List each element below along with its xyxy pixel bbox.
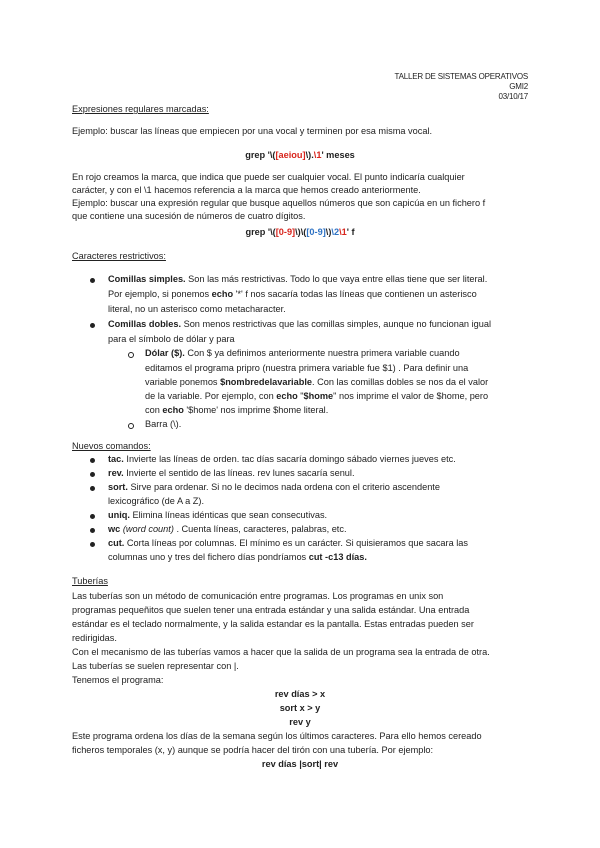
- item-text: de la variable. Por ejemplo, con: [145, 391, 277, 401]
- paragraph-line: ficheros temporales (x, y) aunque se podría hacer del tirón con una tubería. Por ejemplo:: [72, 745, 434, 755]
- item-text: Elimina líneas idénticas que sean consecutivas.: [129, 510, 328, 520]
- sub-item-dollar: [145, 347, 460, 360]
- item-cmd: echo: [276, 391, 298, 401]
- item-text: Invierte el sentido de las líneas. rev lunes sacaría senul.: [123, 468, 355, 478]
- grep-command-palindrome: [0, 226, 600, 239]
- item-term: sort.: [108, 482, 128, 492]
- cmd-mark: [aeiou]: [275, 150, 306, 160]
- list-item-cut: [108, 537, 468, 550]
- section-title-pipes: Tuberías: [72, 576, 108, 586]
- bullet-icon: [90, 323, 95, 328]
- item-term: wc: [108, 524, 121, 534]
- item-term: rev.: [108, 468, 124, 478]
- item-cmd: echo: [211, 289, 234, 299]
- code-line: rev días > x: [274, 689, 326, 699]
- item-text: columnas uno y tres del fichero días pondríamos: [108, 552, 309, 562]
- list-item-wc: [108, 523, 347, 536]
- paragraph-line: estándar es el teclado normalmente, y la salida estandar es la pantalla. Estas entradas pueden ser: [72, 619, 474, 629]
- paragraph-line: que contiene una sucesión de números de cuatro dígitos.: [72, 211, 306, 221]
- bullet-icon: [90, 542, 95, 547]
- list-item-rev: [108, 467, 355, 480]
- list-item-double-quotes: [108, 318, 491, 331]
- cmd-part: grep '\(: [245, 150, 276, 160]
- list-item-line: lexicográfico (de A a Z).: [108, 496, 205, 506]
- cmd-part: grep '\(: [245, 227, 276, 237]
- item-text: '$home' nos imprime $home literal.: [183, 405, 329, 415]
- item-text: Con $ ya definimos anteriormente nuestra primera variable cuando: [184, 348, 460, 358]
- section-title-new-commands: Nuevos comandos:: [72, 441, 151, 451]
- sub-item-line: [145, 376, 488, 389]
- list-item-single-quotes: [108, 273, 487, 286]
- paragraph-line: Tenemos el programa:: [72, 675, 164, 685]
- header-date: 03/10/17: [498, 92, 528, 101]
- header-group: GMI2: [509, 82, 528, 91]
- item-text: Corta líneas por columnas. El mínimo es un carácter. Si quisieramos que sacara las: [124, 538, 469, 548]
- item-term: Comillas dobles.: [108, 319, 182, 329]
- item-text: Invierte las líneas de orden. tac días sacaría domingo sábado viernes jueves etc.: [123, 454, 456, 464]
- item-text: . Cuenta líneas, caracteres, palabras, etc.: [173, 524, 347, 534]
- item-term: Dólar ($).: [145, 348, 185, 358]
- sub-item-line: [145, 390, 488, 403]
- item-cmd: cut -c13 días.: [308, 552, 367, 562]
- list-item-sort: [108, 481, 440, 494]
- item-cmd: echo: [162, 405, 184, 415]
- item-italic: (word count): [122, 524, 174, 534]
- cmd-part: \): [325, 227, 332, 237]
- list-item-line: [108, 551, 367, 564]
- item-text: '*' f: [233, 289, 248, 299]
- paragraph-line: Las tuberías son un método de comunicación entre programas. Los programas en unix son: [72, 591, 444, 601]
- bullet-icon: [90, 486, 95, 491]
- list-item-line: [108, 288, 477, 301]
- item-var: $home: [303, 391, 334, 401]
- sub-item-backslash: Barra (\).: [145, 419, 182, 429]
- cmd-part: \).: [305, 150, 314, 160]
- item-text: . Con las comillas dobles se nos da el valor: [312, 377, 489, 387]
- section-title-restrictive-chars: Caracteres restrictivos:: [72, 251, 166, 261]
- section-title-marked-regex: Expresiones regulares marcadas:: [72, 104, 209, 114]
- paragraph-line: En rojo creamos la marca, que indica que puede ser cualquier vocal. El punto indicaría cualquier: [72, 172, 465, 182]
- paragraph-line: programas pequeñitos que suelen tener una entrada estándar y una salida estándar. Una entrada: [72, 605, 470, 615]
- item-text: variable ponemos: [145, 377, 221, 387]
- item-text: Sirve para ordenar. Si no le decimos nada ordena con el criterio ascendente: [127, 482, 440, 492]
- cmd-part: \)\(: [295, 227, 307, 237]
- paragraph-line: Las tuberías se suelen representar con |.: [72, 661, 239, 671]
- bullet-icon: [90, 472, 95, 477]
- paragraph-line: Ejemplo: buscar una expresión regular que busque aquellos números que son capicúa en un fichero f: [72, 198, 486, 208]
- item-term: tac.: [108, 454, 124, 464]
- paragraph-line: Este programa ordena los días de la semana según los últimos caracteres. Para ello hemos cereado: [72, 731, 482, 741]
- list-item-tac: [108, 453, 456, 466]
- paragraph-line: Con el mecanismo de las tuberías vamos a hacer que la salida de un programa sea la entrada de otra.: [72, 647, 490, 657]
- example-text: Ejemplo: buscar las líneas que empiecen por una vocal y terminen por esa misma vocal.: [72, 126, 433, 136]
- bullet-icon: [90, 458, 95, 463]
- paragraph-line: carácter, y con el \1 hacemos referencia a la marca que hemos creado anteriormente.: [72, 185, 421, 195]
- document-header: [395, 72, 529, 102]
- bullet-icon: [90, 278, 95, 283]
- paragraph-line: redirigidas.: [72, 633, 117, 643]
- sub-bullet-icon: [128, 423, 134, 429]
- sub-bullet-icon: [128, 352, 134, 358]
- item-text: Son menos restrictivas que las comillas simples, aunque no funcionan igual: [181, 319, 492, 329]
- bullet-icon: [90, 514, 95, 519]
- code-line: sort x > y: [279, 703, 321, 713]
- item-term: uniq.: [108, 510, 130, 520]
- item-term: Comillas simples.: [108, 274, 186, 284]
- header-course: TALLER DE SISTEMAS OPERATIVOS: [394, 72, 528, 81]
- cmd-part: ' meses: [321, 150, 355, 160]
- item-text: Son las más restrictivas. Todo lo que vaya entre ellas tiene que ser literal.: [185, 274, 488, 284]
- pipe-command: rev días |sort| rev: [261, 759, 339, 769]
- item-text: con: [145, 405, 163, 415]
- cmd-mark-1: [0-9]: [275, 227, 296, 237]
- sub-item-line: editamos el programa pripro (nuestra primera variable fue $1) . Para definir una: [145, 363, 469, 373]
- item-var: $nombredelavariable: [220, 377, 312, 387]
- item-text: nos sacaría todas las líneas que contienen un asterisco: [247, 289, 477, 299]
- cmd-backref: \1: [313, 150, 322, 160]
- cmd-backref-2: \2: [331, 227, 340, 237]
- list-item-line: para el símbolo de dólar y para: [108, 334, 235, 344]
- cmd-part: ' f: [346, 227, 355, 237]
- item-text: " nos imprime el valor de $home, pero: [333, 391, 489, 401]
- code-line: rev y: [289, 717, 311, 727]
- list-item-line: literal, no un asterisco como metacharacter.: [108, 304, 286, 314]
- grep-command-vowel: [0, 149, 600, 162]
- sub-item-line: [145, 404, 328, 417]
- cmd-backref-1: \1: [339, 227, 347, 237]
- cmd-mark-2: [0-9]: [306, 227, 326, 237]
- item-text: Por ejemplo, si ponemos: [108, 289, 212, 299]
- item-text: ": [297, 391, 304, 401]
- bullet-icon: [90, 528, 95, 533]
- item-term: cut.: [108, 538, 125, 548]
- list-item-uniq: [108, 509, 327, 522]
